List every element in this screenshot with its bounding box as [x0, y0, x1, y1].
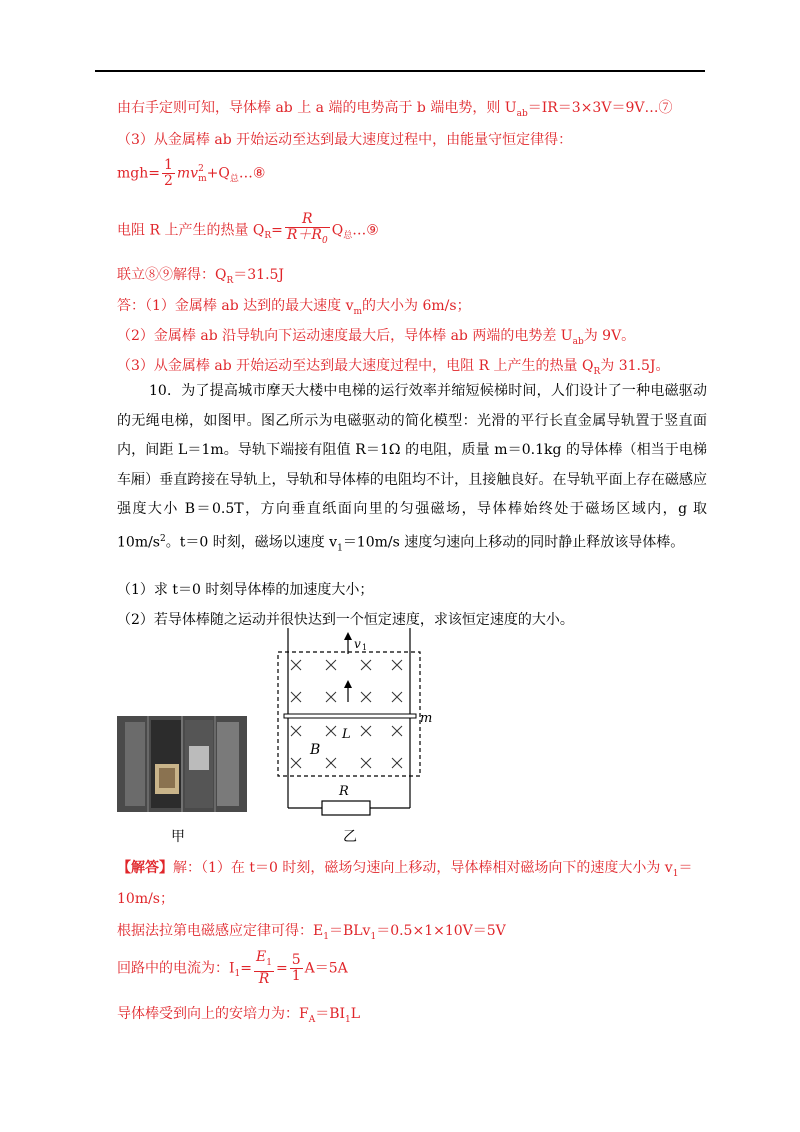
problem-10-statement: 10．为了提高城市摩天大楼中电梯的运行效率并缩短候梯时间，人们设计了一种电磁驱动的无绳电梯，如图甲。图乙所示为电磁驱动的简化模型：光滑的平行长直金属导轨置于竖直面内，间距 L＝1m。导轨下端接有阻值 R＝1Ω 的电阻，质量 m＝0.1kg 的导体棒（相当于电梯车厢）垂直跨接在导轨上，导轨和导体棒的电阻均不计，且接触良好。在导轨平面上存在磁感应强度大小 B＝0.5T，方向垂直纸面向里的匀强磁场，导体棒始终处于磁场区域内，g 取 $10m/s^2$。t＝0 时刻，磁场以速度 $v_1=10m/s$ 速度匀速向上移动的同时静止释放该导体棒。: [117, 383, 707, 553]
solution-current: 回路中的电流为：$I_1=$ $\frac{E_1}{R}$ = $\frac{5}{1}$ A＝5A: [117, 949, 348, 987]
solution-result: 联立⑧⑨解得：$Q_R=31.5J$: [117, 267, 285, 286]
equation-9: 电阻 R 上产生的热量 $Q_R=$ $\frac{R}{R+R_0}$ $Q_总\dots ⑨$: [117, 211, 379, 246]
resistor: [322, 801, 370, 815]
label-m: m: [420, 711, 433, 726]
solution-faraday: 根据法拉第电磁感应定律可得：$E_1=BLv_1=0.5\times 1\times 10V=5V$: [117, 923, 506, 942]
solution-line-energy: （3）从金属棒 ab 开始运动至达到最大速度过程中，由能量守恒定律得：: [117, 132, 573, 148]
arrow-rod: [344, 680, 352, 688]
header-rule: [95, 70, 705, 72]
arrow-v1: [344, 632, 352, 640]
conductor-rod: [284, 714, 416, 718]
solution-start-cont: 10m/s；: [117, 891, 174, 907]
answer-2: （2）金属棒 ab 沿导轨向下运动速度最大后，导体棒 ab 两端的电势差 $U_{ab}$为 9V。: [117, 328, 636, 347]
solution-line-7: 由右手定则可知，导体棒 ab 上 a 端的电势高于 b 端电势，则 $U_{ab}=IR=3\times 3V=9V\dots ⑦$: [117, 100, 673, 119]
question-2: （2）若导体棒随之运动并很快达到一个恒定速度，求该恒定速度的大小。: [117, 612, 574, 628]
equation-8: mgh= $\frac{1}{2}$ mv 2 m $+Q_总\dots ⑧$: [117, 157, 266, 189]
circuit-diagram: [270, 628, 440, 836]
label-B: B: [310, 742, 321, 758]
answer-1: 答：（1）金属棒 ab 达到的最大速度 $v_m$的大小为 6m/s；: [117, 298, 471, 317]
solution-ampere-force: 导体棒受到向上的安培力为：$F_A=BI_1L$: [117, 1006, 361, 1025]
figure-caption-yi: 乙: [343, 829, 357, 845]
label-v1-sub: 1: [362, 643, 368, 652]
figure-caption-jia: 甲: [171, 829, 185, 845]
solution-start: 【解答】解：（1）在 t＝0 时刻，磁场匀速向上移动，导体棒相对磁场向下的速度大小为 $v_1=$: [117, 860, 693, 879]
question-1: （1）求 t＝0 时刻导体棒的加速度大小；: [117, 582, 374, 598]
label-L: L: [342, 727, 351, 742]
elevator-photo: [117, 716, 247, 812]
label-v1: v: [354, 637, 361, 651]
answer-3: （3）从金属棒 ab 开始运动至达到最大速度过程中，电阻 R 上产生的热量 $Q_R$为 31.5J。: [117, 358, 670, 377]
label-R: R: [339, 784, 349, 799]
